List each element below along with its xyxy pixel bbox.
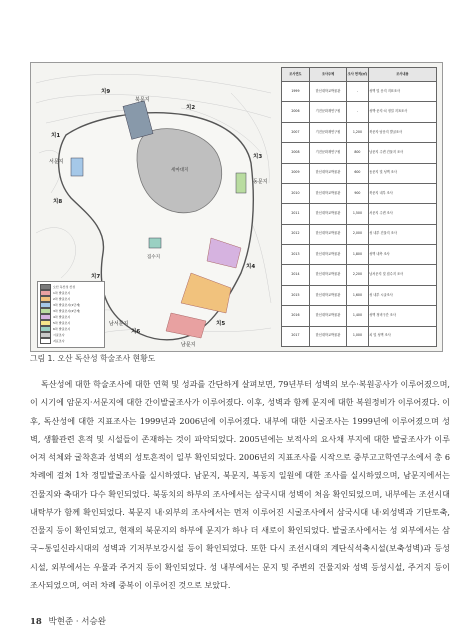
table-cell: 1,600 bbox=[347, 285, 369, 305]
table-cell: 1,400 bbox=[347, 306, 369, 326]
legend-label: 오산 독산성 산성 bbox=[53, 285, 76, 290]
table-cell: 2017 bbox=[282, 326, 310, 347]
label-inner-plateau: 세마대지 bbox=[171, 168, 189, 173]
table-row bbox=[282, 285, 437, 305]
table-cell: 동문지 및 성벽 조사 bbox=[368, 163, 436, 183]
table-cell: - bbox=[347, 82, 369, 102]
figure-survey-map bbox=[30, 62, 443, 352]
table-cell: 한신대학교박물관 bbox=[309, 326, 346, 347]
table-row bbox=[282, 306, 437, 326]
table-cell: 600 bbox=[347, 163, 369, 183]
label-chi9: 치9 bbox=[101, 89, 111, 95]
table-row bbox=[282, 143, 437, 163]
table-cell: 1999 bbox=[282, 82, 310, 102]
label-chi6: 치6 bbox=[131, 329, 141, 335]
table-header-row bbox=[282, 68, 437, 82]
table-cell: 900 bbox=[347, 183, 369, 203]
table-cell: 2010 bbox=[282, 183, 310, 203]
table-header: 조사주체 bbox=[309, 68, 346, 82]
legend-label: 2차 발굴조사 bbox=[53, 297, 71, 302]
table-cell: 1,000 bbox=[347, 326, 369, 347]
table-cell: 남서문지 및 집수지 조사 bbox=[368, 265, 436, 285]
legend-label: 1차 발굴조사 bbox=[53, 291, 71, 296]
table-cell: 한신대학교박물관 bbox=[309, 183, 346, 203]
table-cell: 성 내부 건물지 조사 bbox=[368, 224, 436, 244]
legend-item bbox=[40, 315, 102, 321]
table-cell: 1,500 bbox=[347, 204, 369, 224]
label-west-gate: 서문지 bbox=[49, 159, 64, 165]
page-number: 18 bbox=[30, 617, 42, 627]
legend-swatch bbox=[40, 338, 51, 344]
table-cell: 기전문화재연구원 bbox=[309, 143, 346, 163]
legend-label: 3차 발굴조사(2단계) bbox=[53, 309, 81, 314]
table-row bbox=[282, 163, 437, 183]
table-cell: 한신대학교박물관 bbox=[309, 285, 346, 305]
legend-label: 지표조사 bbox=[53, 339, 65, 344]
table-cell: 1,800 bbox=[347, 245, 369, 265]
table-cell: 2015 bbox=[282, 285, 310, 305]
legend-label: 6차 발굴조사 bbox=[53, 327, 71, 332]
excavation-area-pond bbox=[149, 238, 161, 248]
table-cell: 한신대학교박물관 bbox=[309, 224, 346, 244]
figure-caption: 그림 1. 오산 독산성 학술조사 현황도 bbox=[30, 354, 156, 363]
legend-label: 3차 발굴조사(1단계) bbox=[53, 303, 81, 308]
table-cell: 북문지·남문지 발굴조사 bbox=[368, 122, 436, 142]
body-text bbox=[30, 375, 450, 594]
table-header: 조사 면적(㎡) bbox=[347, 68, 369, 82]
excavation-area-west bbox=[71, 158, 83, 176]
label-southwest-gate: 남서문지 bbox=[109, 321, 129, 327]
table-row bbox=[282, 82, 437, 102]
label-chi8: 치8 bbox=[53, 199, 63, 205]
table-header: 조사내용 bbox=[368, 68, 436, 82]
table-cell: 2016 bbox=[282, 306, 310, 326]
table-cell: 2008 bbox=[282, 143, 310, 163]
label-north-gate: 북문지 bbox=[135, 97, 150, 103]
table-cell: 2014 bbox=[282, 265, 310, 285]
excavation-area-east bbox=[236, 173, 246, 193]
legend-label: 시굴조사 bbox=[53, 333, 65, 338]
table-row bbox=[282, 204, 437, 224]
table-cell: 2012 bbox=[282, 224, 310, 244]
table-cell: 한신대학교박물관 bbox=[309, 204, 346, 224]
table-cell: 800 bbox=[347, 143, 369, 163]
table-cell: 한신대학교박물관 bbox=[309, 163, 346, 183]
legend-item bbox=[40, 291, 102, 297]
table-cell: 2006 bbox=[282, 102, 310, 122]
table-cell: 한신대학교박물관 bbox=[309, 306, 346, 326]
table-row bbox=[282, 326, 437, 347]
table-cell: 성벽 내측 조사 bbox=[368, 245, 436, 265]
legend-item bbox=[40, 309, 102, 315]
table-cell: 성벽 정비구간 조사 bbox=[368, 306, 436, 326]
legend-item bbox=[40, 339, 102, 345]
table-cell: 성 내부 시굴조사 bbox=[368, 285, 436, 305]
table-cell: 서문지 주변 조사 bbox=[368, 204, 436, 224]
table-cell: 북문지 내부 조사 bbox=[368, 183, 436, 203]
legend-item bbox=[40, 303, 102, 309]
table-cell: 2011 bbox=[282, 204, 310, 224]
label-pond: 집수지 bbox=[147, 255, 161, 260]
table-cell: 치 및 성벽 조사 bbox=[368, 326, 436, 347]
label-chi4: 치4 bbox=[246, 264, 256, 270]
legend-item bbox=[40, 285, 102, 291]
table-cell: 기전문화재연구원 bbox=[309, 102, 346, 122]
legend-label: 4차 발굴조사 bbox=[53, 315, 71, 320]
map-legend bbox=[37, 281, 105, 348]
label-chi2: 치2 bbox=[186, 105, 196, 111]
body-paragraph: 독산성에 대한 학술조사에 대한 연혁 및 성과를 간단하게 살펴보면, 79년부터 성벽의 보수·복원공사가 이루어졌으며, 이 시기에 암문지·서문지에 대한 간이발굴조사가 이루어졌다. 이후, 성벽과 함께 문지에 대한 복원정비가 이루어졌다. 이후, 독산성에 대한 지표조사는 1999년과 2006년에 이루어졌다. 내부에 대한 시굴조사는 1999년에 이루어졌으며 성벽, 생활관련 흔적 및 시설들이 존재하는 것이 파악되었다. 2005년에는 보적사의 요사채 부지에 대한 발굴조사가 이루어져 석체와 굴착흔과 성벽의 성토흔적이 일부 확인되었다. 2006년의 지표조사를 시작으로 중부고고학연구소에서 총 6차례에 걸쳐 1차 정밀발굴조사를 실시하였다. 남문지, 북문지, 북동지 일원에 대한 조사를 실시하였으며, 남문지에서는 건물지와 축대가 다수 확인되었다. 북동치의 하부의 조사에서는 삼국시대 성벽이 처음 확인되었으며, 내부에는 조선시대 내탁부가 함께 확인되었다. 북문지 내·외부의 조사에서는 먼저 이루어진 시굴조사에서 삼국시대 내·외성벽과 기단토축, 건물지 등이 확인되었고, 현재의 북문지의 하부에 문지가 하나 더 새로이 확인되었다. 발굴조사에서는 성 외부에서는 삼국~통일신라시대의 성벽과 기저부보강시설 등이 확인되었다. 또한 다시 조선시대의 계단식석축시설(보축성벽)과 등성시설, 외부에서는 우물과 주거지 등이 확인되었다. 성 내부에서는 문지 및 주변의 건물지와 성벽 등성시설, 주거지 등이 조사되었으며, 여러 차례 중복이 이루어진 것으로 보았다. bbox=[30, 379, 450, 590]
table-cell: 2009 bbox=[282, 163, 310, 183]
page-footer bbox=[30, 615, 106, 627]
label-chi1: 치1 bbox=[51, 133, 61, 139]
table-cell: 한신대학교박물관 bbox=[309, 82, 346, 102]
table-cell: 기전문화재연구원 bbox=[309, 122, 346, 142]
survey-history-table bbox=[281, 67, 437, 347]
table-row bbox=[282, 265, 437, 285]
legend-item bbox=[40, 333, 102, 339]
legend-item bbox=[40, 297, 102, 303]
table-cell: 성벽·문지·치 정밀 지표조사 bbox=[368, 102, 436, 122]
table-cell: 한신대학교박물관 bbox=[309, 265, 346, 285]
footer-authors: 박현준 · 서승완 bbox=[48, 617, 106, 627]
legend-item bbox=[40, 321, 102, 327]
table-cell: 한신대학교박물관 bbox=[309, 245, 346, 265]
label-chi5: 치5 bbox=[216, 321, 226, 327]
table-cell: - bbox=[347, 102, 369, 122]
table-row bbox=[282, 102, 437, 122]
label-chi7: 치7 bbox=[91, 274, 101, 280]
label-south-gate: 남문지 bbox=[181, 342, 196, 348]
table-header: 조사연도 bbox=[282, 68, 310, 82]
table-row bbox=[282, 122, 437, 142]
table-cell: 1,200 bbox=[347, 122, 369, 142]
table-cell: 2,200 bbox=[347, 265, 369, 285]
table-row bbox=[282, 245, 437, 265]
label-chi3: 치3 bbox=[253, 154, 263, 160]
table-cell: 2007 bbox=[282, 122, 310, 142]
label-east-gate: 동문지 bbox=[253, 179, 268, 185]
table-row bbox=[282, 183, 437, 203]
table-cell: 2013 bbox=[282, 245, 310, 265]
table-row bbox=[282, 224, 437, 244]
table-cell: 남문지 주변 건물지 조사 bbox=[368, 143, 436, 163]
table-cell: 2,000 bbox=[347, 224, 369, 244]
legend-label: 5차 발굴조사 bbox=[53, 321, 71, 326]
legend-item bbox=[40, 327, 102, 333]
table-cell: 성벽 및 문지 지표조사 bbox=[368, 82, 436, 102]
